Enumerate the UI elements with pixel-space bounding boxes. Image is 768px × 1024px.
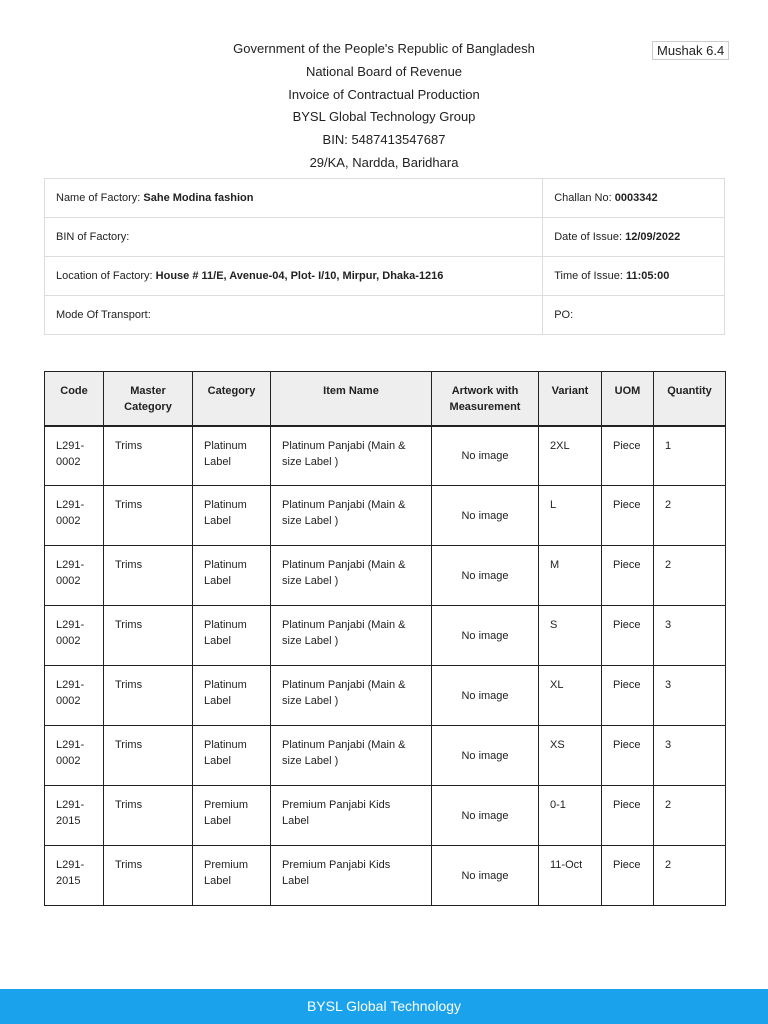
footer-text: BYSL Global Technology (306, 998, 462, 1014)
cell-artwork: No image (432, 726, 539, 786)
cell-master-category: Trims (104, 606, 193, 666)
cell-master-category: Trims (104, 666, 193, 726)
issue-time-label: Time of Issue: (554, 270, 623, 282)
cell-quantity: 1 (654, 426, 726, 486)
cell-category: Premium Label (193, 846, 271, 906)
table-row (45, 846, 726, 906)
cell-code: L291-0002 (45, 426, 104, 486)
table-row (45, 486, 726, 546)
cell-master-category: Trims (104, 426, 193, 486)
col-header-item-name: Item Name (271, 372, 432, 426)
cell-code: L291-0002 (45, 486, 104, 546)
header-line-bin: BIN: 5487413547687 (322, 132, 446, 148)
factory-location-label: Location of Factory: (56, 270, 153, 282)
header-line-board: National Board of Revenue (305, 63, 463, 79)
factory-bin-cell (45, 218, 543, 257)
factory-location-cell (45, 257, 543, 296)
cell-quantity: 3 (654, 606, 726, 666)
footer-bar (0, 989, 768, 1024)
cell-artwork: No image (432, 846, 539, 906)
cell-uom: Piece (602, 606, 654, 666)
transport-cell (45, 296, 543, 335)
cell-quantity: 2 (654, 846, 726, 906)
cell-category: Platinum Label (193, 666, 271, 726)
cell-master-category: Trims (104, 846, 193, 906)
cell-quantity: 2 (654, 486, 726, 546)
header-line-government: Government of the People's Republic of Bangladesh (233, 41, 535, 56)
cell-uom: Piece (602, 786, 654, 846)
cell-artwork: No image (432, 786, 539, 846)
header-line-doc-title: Invoice of Contractual Production (288, 86, 480, 102)
cell-category: Platinum Label (193, 606, 271, 666)
cell-uom: Piece (602, 426, 654, 486)
cell-variant: M (539, 546, 602, 606)
factory-location-value: House # 11/E, Avenue-04, Plot- I/10, Mirpur, Dhaka-1216 (155, 270, 444, 282)
factory-info-table (44, 178, 725, 335)
info-row (45, 218, 725, 257)
factory-name-value: Sahe Modina fashion (143, 192, 254, 204)
cell-variant: XS (539, 726, 602, 786)
header-line-company: BYSL Global Technology Group (292, 109, 476, 125)
cell-code: L291-2015 (45, 846, 104, 906)
cell-master-category: Trims (104, 786, 193, 846)
factory-name-label: Name of Factory: (56, 192, 141, 204)
col-header-code: Code (45, 372, 104, 426)
cell-variant: S (539, 606, 602, 666)
issue-time-value: 11:05:00 (625, 270, 670, 282)
issue-date-label: Date of Issue: (554, 231, 623, 243)
cell-category: Platinum Label (193, 486, 271, 546)
cell-item-name: Premium Panjabi Kids Label (271, 846, 432, 906)
col-header-master-category: Master Category (104, 372, 193, 426)
transport-label: Mode Of Transport: (56, 309, 151, 321)
cell-quantity: 2 (654, 786, 726, 846)
cell-master-category: Trims (104, 486, 193, 546)
cell-artwork: No image (432, 486, 539, 546)
info-row (45, 296, 725, 335)
factory-bin-label: BIN of Factory: (56, 231, 130, 243)
cell-item-name: Premium Panjabi Kids Label (271, 786, 432, 846)
cell-uom: Piece (602, 726, 654, 786)
cell-code: L291-0002 (45, 666, 104, 726)
issue-time-cell (543, 257, 725, 296)
po-label: PO: (554, 309, 574, 321)
cell-code: L291-2015 (45, 786, 104, 846)
cell-code: L291-0002 (45, 606, 104, 666)
cell-variant: L (539, 486, 602, 546)
cell-master-category: Trims (104, 726, 193, 786)
col-header-quantity: Quantity (654, 372, 726, 426)
col-header-variant: Variant (539, 372, 602, 426)
cell-master-category: Trims (104, 546, 193, 606)
cell-code: L291-0002 (45, 726, 104, 786)
cell-quantity: 2 (654, 546, 726, 606)
cell-category: Platinum Label (193, 426, 271, 486)
table-row (45, 726, 726, 786)
cell-uom: Piece (602, 846, 654, 906)
table-row (45, 786, 726, 846)
header-line-address: 29/KA, Nardda, Baridhara (309, 154, 459, 170)
cell-uom: Piece (602, 486, 654, 546)
cell-category: Premium Label (193, 786, 271, 846)
cell-artwork: No image (432, 546, 539, 606)
cell-item-name: Platinum Panjabi (Main & size Label ) (271, 726, 432, 786)
cell-item-name: Platinum Panjabi (Main & size Label ) (271, 546, 432, 606)
cell-artwork: No image (432, 426, 539, 486)
table-row (45, 606, 726, 666)
issue-date-cell (543, 218, 725, 257)
factory-name-cell (45, 179, 543, 218)
challan-value: 0003342 (614, 192, 658, 204)
challan-label: Challan No: (554, 192, 612, 204)
table-row (45, 426, 726, 486)
cell-variant: XL (539, 666, 602, 726)
info-row (45, 257, 725, 296)
mushak-badge: Mushak 6.4 (652, 41, 729, 60)
cell-item-name: Platinum Panjabi (Main & size Label ) (271, 426, 432, 486)
col-header-artwork: Artwork with Measurement (432, 372, 539, 426)
cell-category: Platinum Label (193, 546, 271, 606)
table-row (45, 546, 726, 606)
cell-variant: 0-1 (539, 786, 602, 846)
cell-uom: Piece (602, 546, 654, 606)
cell-variant: 11-Oct (539, 846, 602, 906)
cell-quantity: 3 (654, 726, 726, 786)
cell-item-name: Platinum Panjabi (Main & size Label ) (271, 486, 432, 546)
cell-category: Platinum Label (193, 726, 271, 786)
cell-quantity: 3 (654, 666, 726, 726)
cell-artwork: No image (432, 606, 539, 666)
cell-item-name: Platinum Panjabi (Main & size Label ) (271, 606, 432, 666)
cell-uom: Piece (602, 666, 654, 726)
col-header-category: Category (193, 372, 271, 426)
cell-code: L291-0002 (45, 546, 104, 606)
table-header-row (45, 372, 726, 426)
po-cell (543, 296, 725, 335)
issue-date-value: 12/09/2022 (625, 231, 681, 243)
table-row (45, 666, 726, 726)
items-table (44, 371, 726, 906)
cell-artwork: No image (432, 666, 539, 726)
col-header-uom: UOM (602, 372, 654, 426)
cell-item-name: Platinum Panjabi (Main & size Label ) (271, 666, 432, 726)
challan-cell (543, 179, 725, 218)
info-row (45, 179, 725, 218)
cell-variant: 2XL (539, 426, 602, 486)
